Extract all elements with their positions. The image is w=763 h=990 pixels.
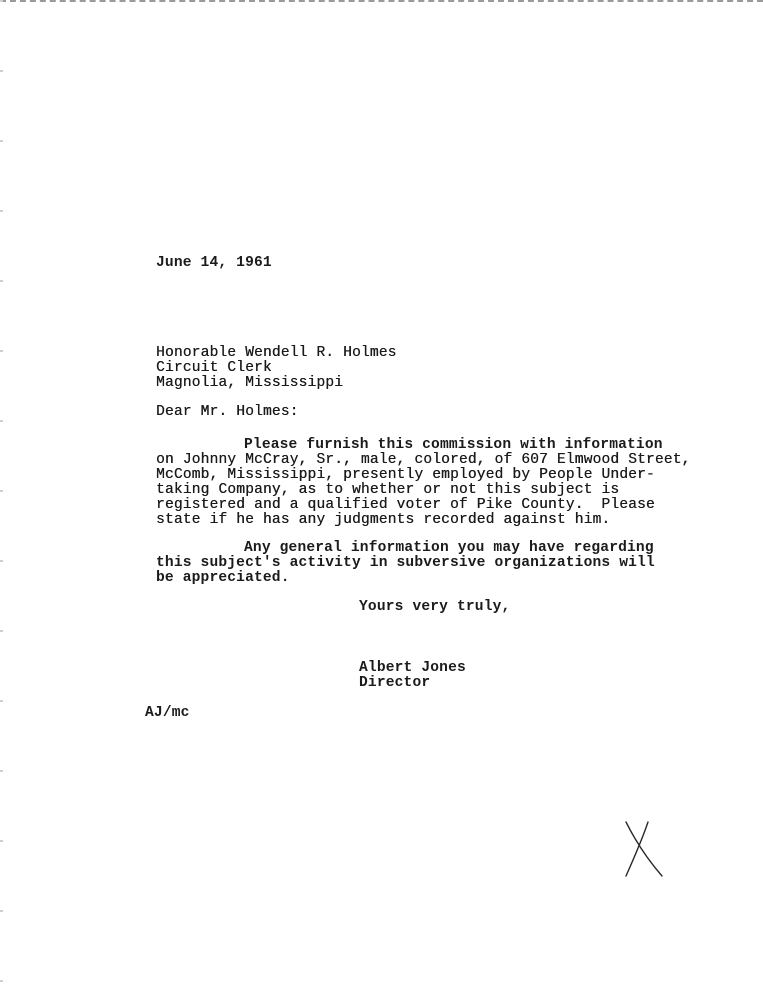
recipient-name: Honorable Wendell R. Holmes [156, 345, 397, 361]
signer-title: Director [359, 675, 431, 691]
recipient-title: Circuit Clerk [156, 360, 272, 376]
x-mark-icon [618, 820, 666, 878]
closing: Yours very truly, [359, 599, 511, 615]
paragraph1-line3: McComb, Mississippi, presently employed by People Under- [156, 467, 655, 483]
paragraph2-line2: this subject's activity in subversive organizations will [156, 555, 655, 571]
paragraph2-line3: be appreciated. [156, 570, 290, 586]
page-left-edge [0, 0, 3, 990]
salutation: Dear Mr. Holmes: [156, 404, 299, 420]
paragraph1-line4: taking Company, as to whether or not this subject is [156, 482, 620, 498]
paragraph1-line5: registered and a qualified voter of Pike County. Please [156, 497, 655, 513]
paragraph1-line6: state if he has any judgments recorded against him. [156, 512, 611, 528]
recipient-location: Magnolia, Mississippi [156, 375, 344, 391]
page-top-edge [0, 0, 763, 4]
paragraph2-line1: Any general information you may have regarding [244, 540, 654, 556]
paragraph1-line2: on Johnny McCray, Sr., male, colored, of 607 Elmwood Street, [156, 452, 691, 468]
typist-initials: AJ/mc [145, 705, 190, 721]
letter-date: June 14, 1961 [156, 255, 272, 271]
signer-name: Albert Jones [359, 660, 466, 676]
paragraph1-line1: Please furnish this commission with information [244, 437, 663, 453]
